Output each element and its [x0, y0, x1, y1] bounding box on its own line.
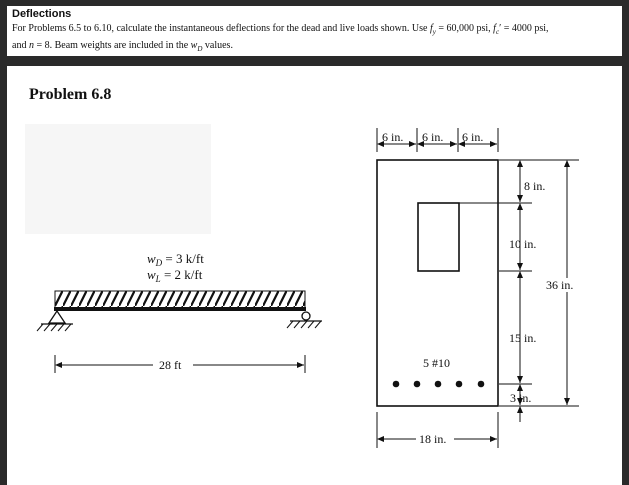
dead-load-label: $w_D = 3$ k/ft [147, 251, 204, 268]
dim-15-in: 15 in. [509, 331, 537, 345]
instruction-text-3: = 8. Beam weights are included in the [33, 40, 191, 51]
problem-figure [7, 66, 622, 485]
beam-cross-section [377, 128, 585, 448]
distributed-load-block [55, 291, 305, 308]
dim-36-in: 36 in. [546, 278, 574, 292]
problem-figure-panel [7, 66, 622, 485]
dim-10-in: 10 in. [509, 237, 537, 251]
problem-header [7, 6, 622, 56]
wd-symbol: w [190, 40, 198, 51]
header-instructions [12, 22, 618, 56]
dim-8-in: 8 in. [524, 179, 546, 193]
header-title: Deflections [12, 8, 72, 20]
live-load-label: $w_L = 2$ k/ft [147, 267, 203, 284]
fy-subscript: y [432, 28, 436, 36]
wd-subscript: D [197, 45, 203, 53]
roller-support [287, 312, 322, 328]
instruction-text-4: values. [202, 40, 233, 51]
fc-value: ′ = 4000 psi, [499, 23, 549, 34]
section-opening [418, 203, 459, 271]
rebar-label: 5 #10 [423, 356, 450, 370]
instruction-text-2: and [12, 40, 29, 51]
fy-symbol: f [429, 23, 433, 34]
dim-3-in: 3 in. [510, 391, 532, 405]
fc-subscript: c [495, 28, 500, 36]
width-label: 18 in. [419, 432, 447, 446]
rebar [435, 381, 442, 388]
span-dimension [55, 355, 305, 373]
rebar [456, 381, 463, 388]
rebar [414, 381, 421, 388]
beam-diagram [37, 251, 322, 373]
fc-symbol: f [493, 23, 496, 34]
rebar [478, 381, 485, 388]
top-dim-2: 6 in. [422, 130, 444, 144]
faint-background [25, 124, 211, 234]
fy-value: = 60,000 psi, [435, 23, 494, 34]
rebar [393, 381, 400, 388]
top-dim-3: 6 in. [462, 130, 484, 144]
n-symbol: n [28, 40, 34, 51]
instruction-text-1: For Problems 6.5 to 6.10, calculate the instantaneous deflections for the dead and live loads shown. Use [12, 23, 430, 34]
pin-support [37, 311, 73, 331]
problem-title: Problem 6.8 [29, 86, 112, 103]
top-dim-1: 6 in. [382, 130, 404, 144]
span-label: 28 ft [159, 358, 182, 372]
beam-member [54, 307, 306, 311]
